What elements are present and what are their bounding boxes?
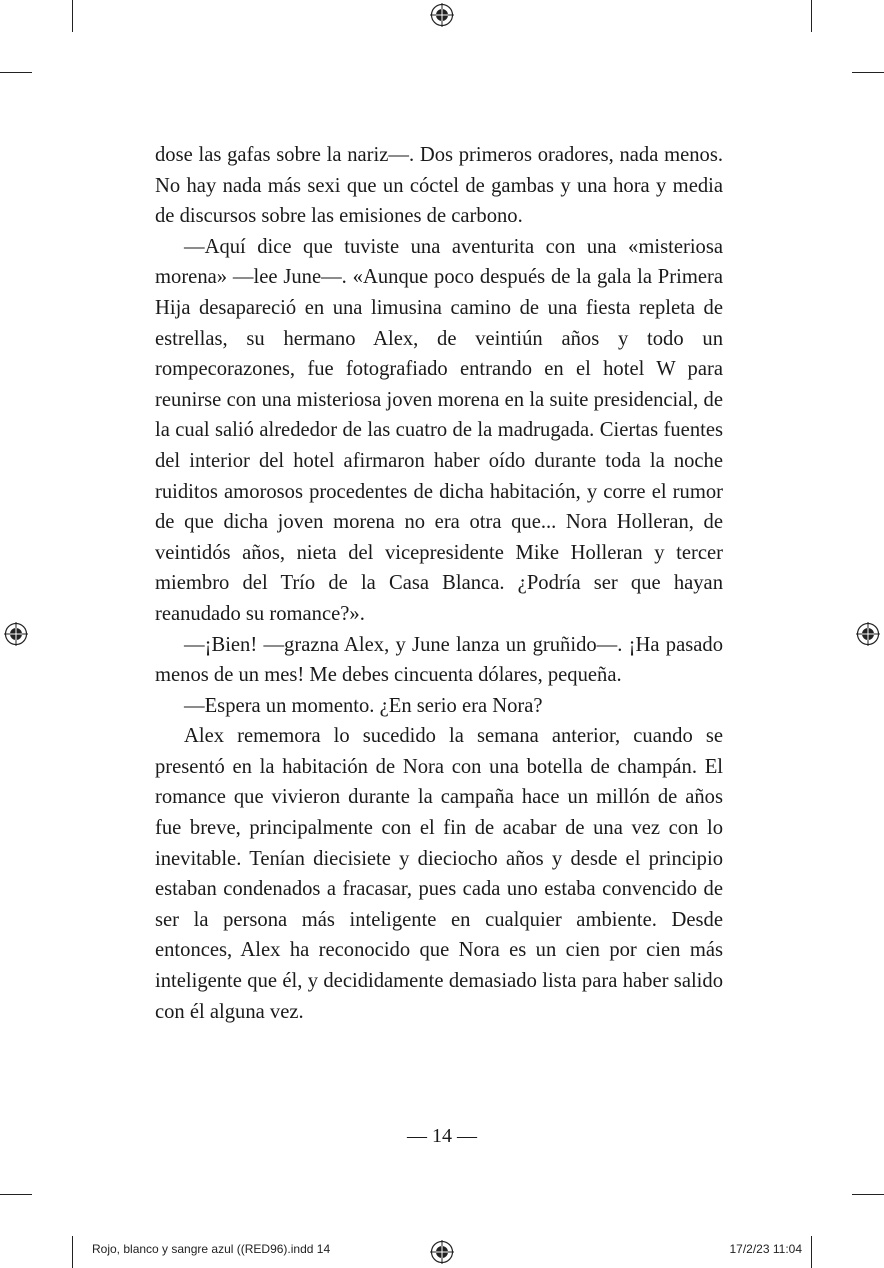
paragraph: —Espera un momento. ¿En serio era Nora? [184, 694, 543, 717]
slug-datetime: 17/2/23 11:04 [729, 1242, 802, 1256]
paragraph: —¡Bien! —grazna Alex, y June lanza un gruñido—. ¡Ha pasado menos de un mes! Me debes cincuenta dólares, pequeña. [155, 633, 723, 687]
page-number: — 14 — [407, 1125, 477, 1147]
registration-mark-icon [430, 3, 454, 27]
crop-mark-right-bottom [852, 1194, 884, 1195]
crop-mark-top-left [72, 0, 73, 32]
body-text [155, 140, 723, 1027]
crop-mark-bottom-left [72, 1236, 73, 1268]
registration-mark-icon [856, 622, 880, 646]
registration-mark-icon [4, 622, 28, 646]
crop-mark-top-right [811, 0, 812, 32]
crop-mark-right-top [852, 72, 884, 73]
registration-mark-icon [430, 1240, 454, 1264]
paragraph: —Aquí dice que tuviste una aventurita con una «misteriosa morena» —lee June—. «Aunque poco después de la gala la Primera Hija desapareció en una limusina camino de una fiesta repleta de estrellas, su hermano Alex, de veintiún años y todo un rompecorazones, fue fotografiado entrando en el hotel W para reunirse con una misteriosa joven morena en la suite presidencial, de la cual salió alrededor de las cuatro de la madrugada. Ciertas fuentes del interior del hotel afirmaron haber oído durante toda la noche ruiditos amorosos procedentes de dicha habitación, y corre el rumor de que dicha joven morena no era otra que... Nora Holleran, de veintidós años, nieta del vicepresidente Mike Holleran y tercer miembro del Trío de la Casa Blanca. ¿Podría ser que hayan reanudado su romance?». [155, 235, 723, 625]
slug-file-name: Rojo, blanco y sangre azul ((RED96).indd 14 [92, 1242, 331, 1256]
paragraph: Alex rememora lo sucedido la semana anterior, cuando se presentó en la habitación de Nora con una botella de champán. El romance que vivieron durante la campaña hace un millón de años fue breve, principalmente con el fin de acabar de una vez con lo inevitable. Tenían diecisiete y dieciocho años y desde el principio estaban condenados a fracasar, pues cada uno estaba convencido de ser la persona más inteligente en cualquier ambiente. Desde entonces, Alex ha reconocido que Nora es un cien por cien más inteligente que él, y decididamente demasiado lista para haber salido con él alguna vez. [155, 725, 723, 1023]
crop-mark-left-bottom [0, 1194, 32, 1195]
crop-mark-left-top [0, 72, 32, 73]
paragraph: dose las gafas sobre la nariz—. Dos primeros oradores, nada menos. No hay nada más sexi que un cóctel de gambas y una hora y media de discursos sobre las emisiones de carbono. [155, 144, 723, 228]
crop-mark-bottom-right [811, 1236, 812, 1268]
